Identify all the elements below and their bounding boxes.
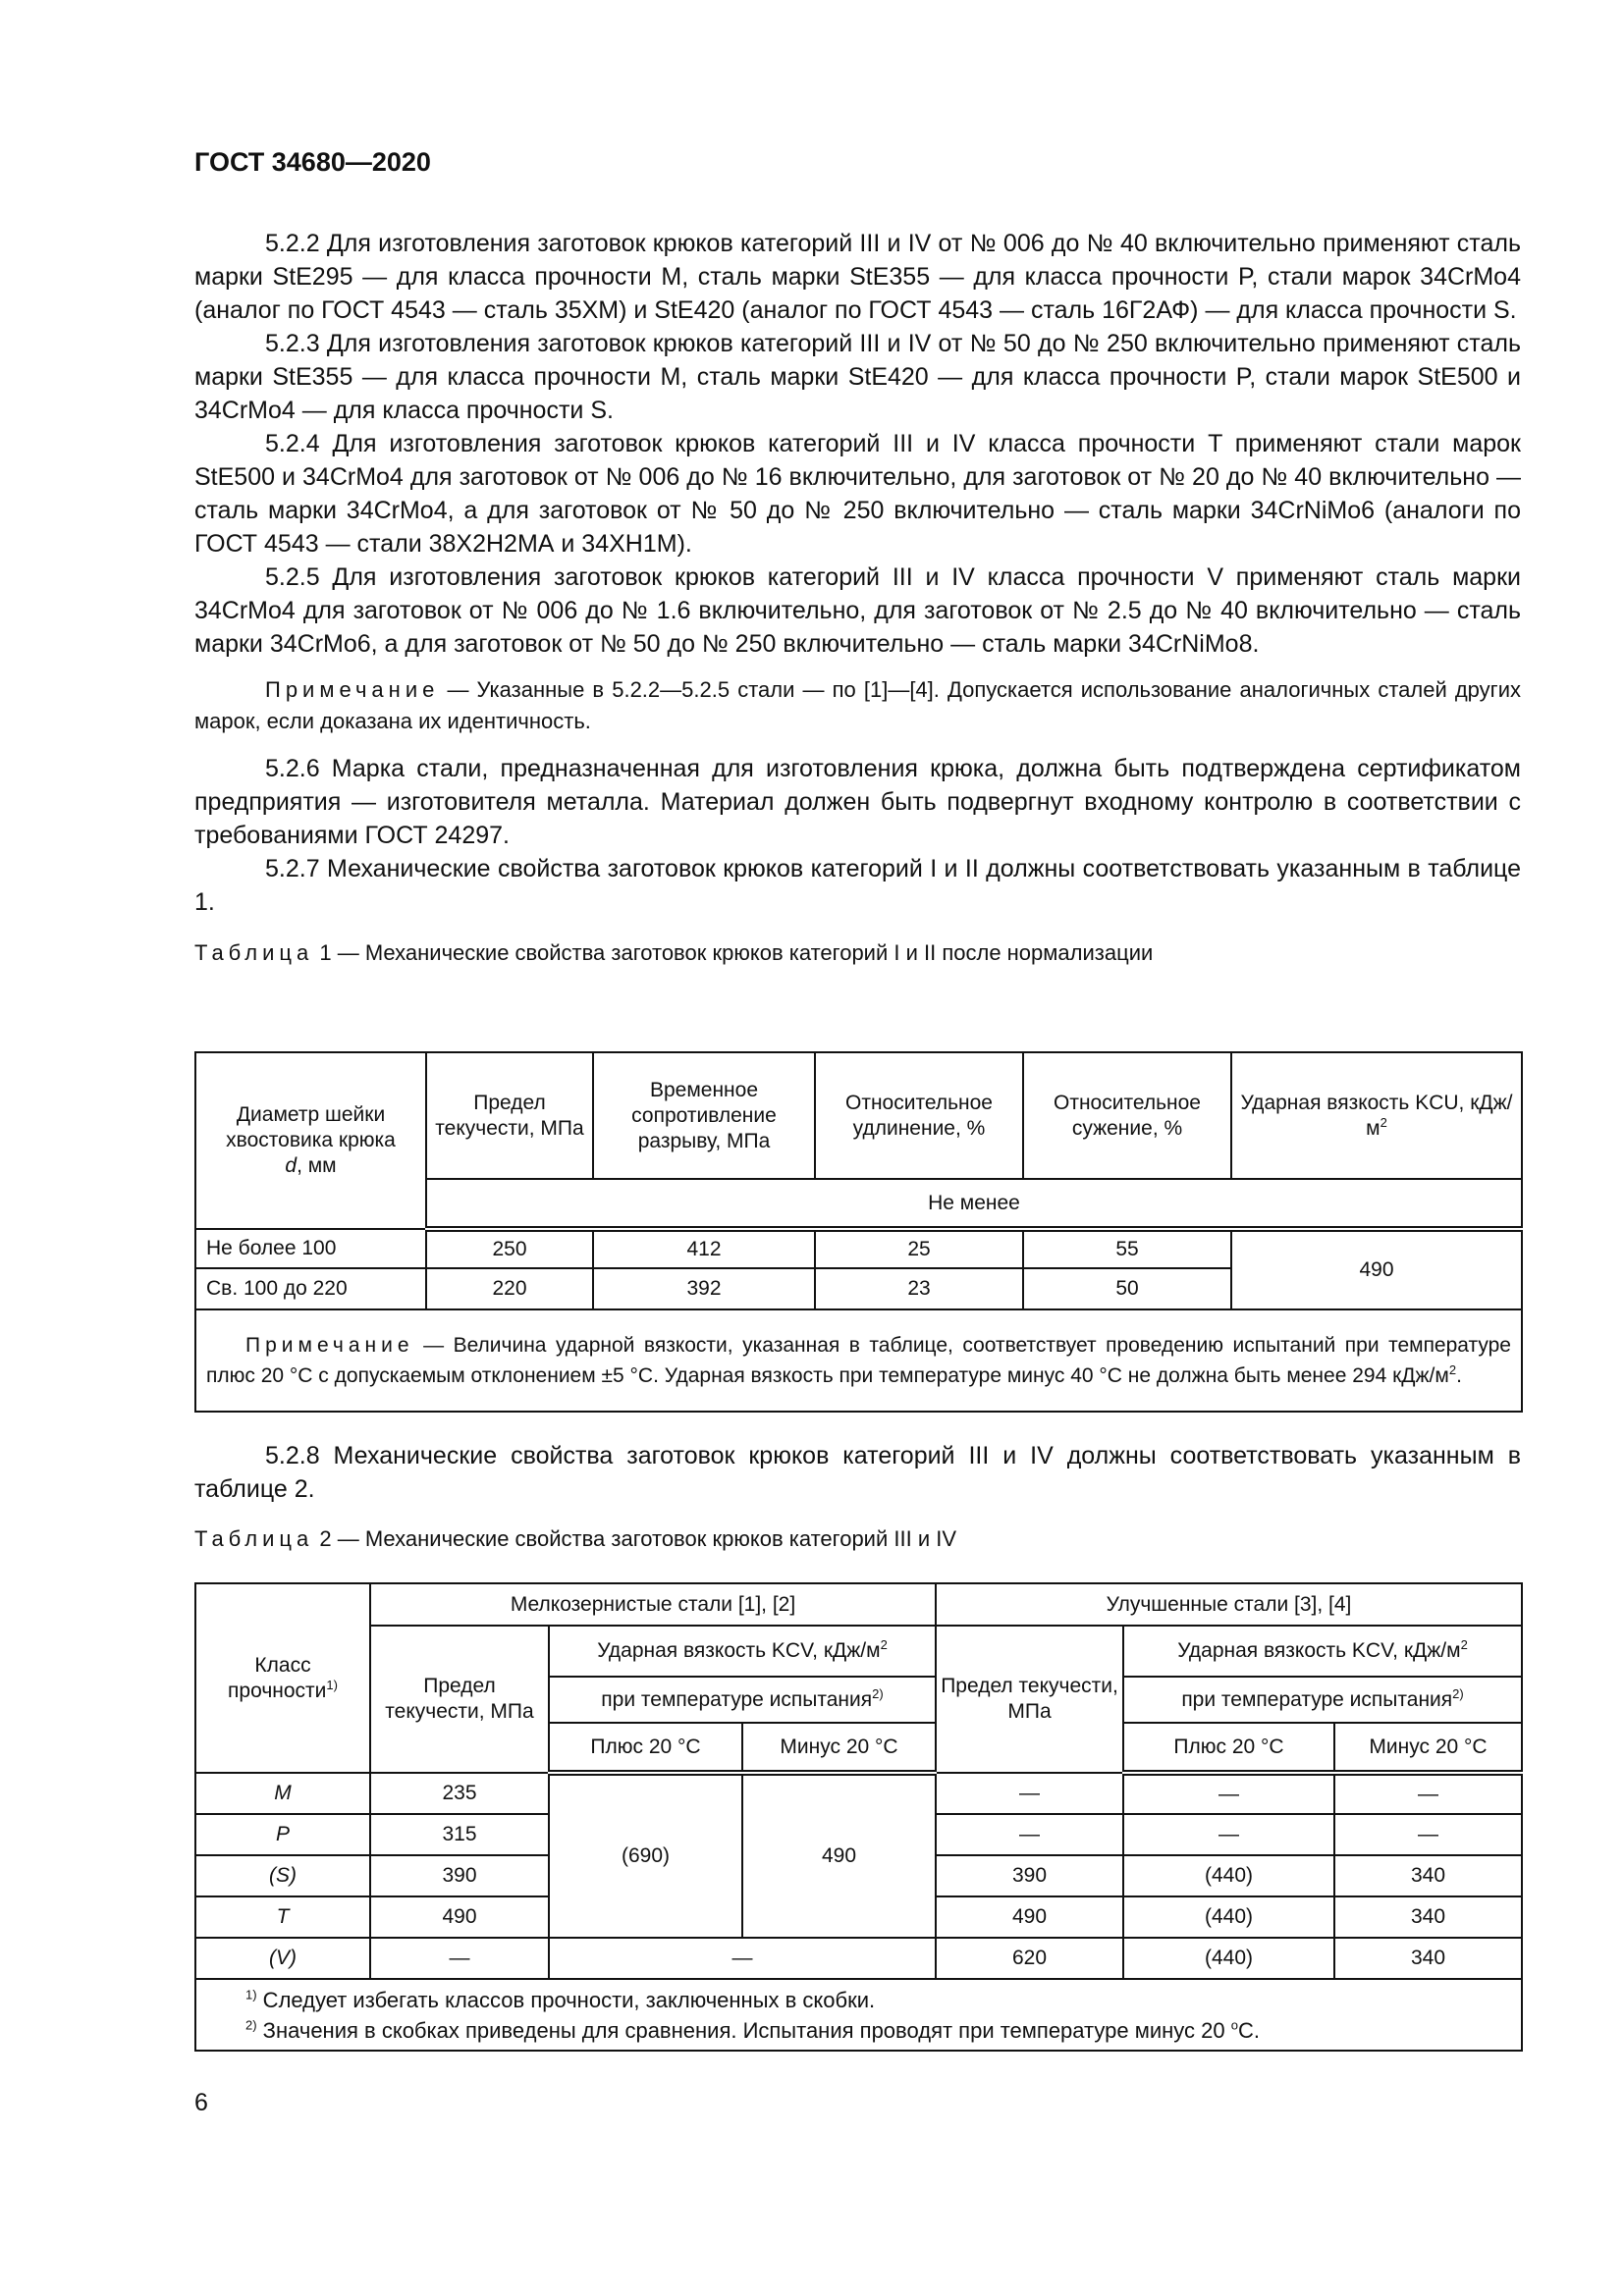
table1-note: Примечание — Величина ударной вязкости, указанная в таблице, соответствует проведению испытаний при температуре плюс 20 °С с допускаемым отклонением ±5 °С. Ударная вязкость при температуре минус 40 °С не должна быть менее 294 кДж/$м^2$. bbox=[195, 1309, 1522, 1412]
caption-label: Таблица bbox=[194, 940, 314, 965]
paragraph-5-2-6: 5.2.6 Марка стали, предназначенная для изготовления крюка, должна быть подтверждена сертификатом предприятия — изготовителя металла. Материал должен быть подвергнут входному контролю в соответствии с требованиями ГОСТ 24297. bbox=[194, 755, 1521, 849]
paragraph-5-2-5: 5.2.5 Для изготовления заготовок крюков категорий III и IV класса прочности V применяют сталь марки 34CrMo4 для заготовок от № 006 до № 1.6 включительно, для заготовок от № 2.5 до № 40 включительно — сталь марки 34CrMo6, а для заготовок от № 50 до № 250 включительно — сталь марки 34CrNiMo8. bbox=[194, 563, 1521, 658]
paragraph-5-2-4: 5.2.4 Для изготовления заготовок крюков категорий III и IV класса прочности T применяют стали марок StE500 и 34CrMo4 для заготовок от № 006 до № 16 включительно, для заготовок от № 20 до № 40 включительно — сталь марки 34CrMo4, а для заготовок от № 50 до № 250 включительно — сталь марки 34CrNiMo6 (аналоги по ГОСТ 4543 — стали 38Х2Н2МА и 34ХН1М). bbox=[194, 430, 1521, 558]
fine-plus-value: (690) bbox=[549, 1773, 742, 1938]
header-yield: Предел текучести, МПа bbox=[426, 1052, 593, 1179]
table2-caption: Таблица 2 — Механические свойства заготовок крюков категорий III и IV bbox=[194, 1526, 957, 1551]
header-class: Класс прочности$^{1)}$ bbox=[195, 1583, 370, 1773]
header-diameter: Диаметр шейки хвостовика крюка d, мм bbox=[195, 1052, 426, 1229]
footnote-1: $^{1)}$ Следует избегать классов прочности, заключенных в скобки. bbox=[245, 1987, 876, 2012]
table-row: T 490 490 (440) 340 bbox=[195, 1896, 1522, 1938]
note-label: Примечание bbox=[265, 677, 440, 702]
header-tensile: Временное сопротивление разрыву, МПа bbox=[593, 1052, 815, 1179]
caption-text: 1 — Механические свойства заготовок крюков категорий I и II после нормализации bbox=[313, 940, 1154, 965]
header-temp-improved: при температуре испытания$^{2)}$ bbox=[1123, 1677, 1522, 1723]
page-number: 6 bbox=[194, 2089, 208, 2116]
paragraph-5-2-7: 5.2.7 Механические свойства заготовок крюков категорий I и II должны соответствовать указанным в таблице 1. bbox=[194, 855, 1521, 916]
header-yield-fine: Предел текучести, МПа bbox=[370, 1626, 549, 1773]
header-fine-grain: Мелкозернистые стали [1], [2] bbox=[370, 1583, 936, 1626]
header-minus-improved: Минус 20 °С bbox=[1334, 1723, 1522, 1773]
subheader-min: Не менее bbox=[426, 1179, 1522, 1229]
fine-minus-value: 490 bbox=[742, 1773, 936, 1938]
paragraph-5-2-2: 5.2.2 Для изготовления заготовок крюков категорий III и IV от № 006 до № 40 включительно применяют сталь марки StE295 — для класса прочности M, сталь марки StE355 — для класса прочности P, стали марок 34CrMo4 (аналог по ГОСТ 4543 — сталь 35ХМ) и StE420 (аналог по ГОСТ 4543 — сталь 16Г2АФ) — для класса прочности S. bbox=[194, 230, 1521, 324]
header-improved: Улучшенные стали [3], [4] bbox=[936, 1583, 1522, 1626]
body-text bbox=[194, 227, 1521, 968]
header-plus-fine: Плюс 20 °С bbox=[549, 1723, 742, 1773]
table-row: Не более 100 250 412 25 55 490 bbox=[195, 1229, 1522, 1268]
header-yield-improved: Предел текучести, МПа bbox=[936, 1626, 1123, 1773]
header-reduction: Относительное сужение, % bbox=[1023, 1052, 1231, 1179]
table-2 bbox=[194, 1582, 1523, 2052]
header-kcv-fine: Ударная вязкость KCV, кДж/$м^2$ bbox=[549, 1626, 936, 1677]
header-kcu: Ударная вязкость KCU, кДж/$м^2$ bbox=[1231, 1052, 1522, 1179]
kcu-value: 490 bbox=[1231, 1229, 1522, 1309]
table-row: P 315 — — — bbox=[195, 1814, 1522, 1855]
table1-caption bbox=[194, 938, 1521, 968]
header-elongation: Относительное удлинение, % bbox=[815, 1052, 1023, 1179]
document-header: ГОСТ 34680—2020 bbox=[194, 147, 431, 177]
table-row: Св. 100 до 220 220 392 23 50 bbox=[195, 1268, 1522, 1309]
table-1 bbox=[194, 1051, 1523, 1413]
paragraph-5-2-8: 5.2.8 Механические свойства заготовок крюков категорий III и IV должны соответствовать указанным в таблице 2. bbox=[194, 1442, 1521, 1503]
header-temp-fine: при температуре испытания$^{2)}$ bbox=[549, 1677, 936, 1723]
note-text: — Указанные в 5.2.2—5.2.5 стали — по [1]—[4]. Допускается использование аналогичных сталей других марок, если доказана их идентичность. bbox=[194, 677, 1521, 733]
table-row: (S) 390 390 (440) 340 bbox=[195, 1855, 1522, 1896]
note-steels bbox=[194, 674, 1521, 737]
table-row: M 235 (690) 490 — — — bbox=[195, 1773, 1522, 1814]
header-minus-fine: Минус 20 °С bbox=[742, 1723, 936, 1773]
paragraph-5-2-3: 5.2.3 Для изготовления заготовок крюков категорий III и IV от № 50 до № 250 включительно применяют сталь марки StE355 — для класса прочности M, сталь марки StE420 — для класса прочности P, стали марок StE500 и 34CrMo4 — для класса прочности S. bbox=[194, 330, 1521, 424]
header-plus-improved: Плюс 20 °С bbox=[1123, 1723, 1334, 1773]
footnote-2: $^{2)}$ Значения в скобках приведены для сравнения. Испытания проводят при температуре минус 20 $^о$С. bbox=[245, 2017, 1260, 2043]
table-row: (V) — — 620 (440) 340 bbox=[195, 1938, 1522, 1979]
header-kcv-improved: Ударная вязкость KCV, кДж/$м^2$ bbox=[1123, 1626, 1522, 1677]
table2-footnotes bbox=[195, 1979, 1522, 2051]
section-5-2-8 bbox=[194, 1439, 1521, 1554]
